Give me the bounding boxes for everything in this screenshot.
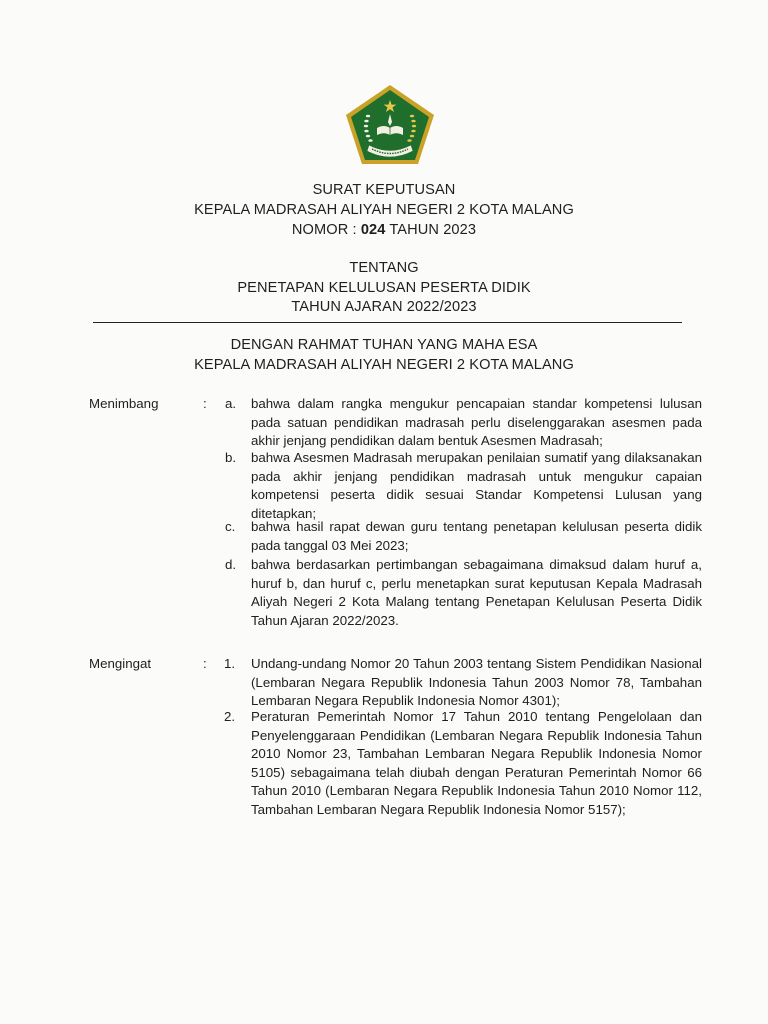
menimbang-item-marker: a. — [225, 396, 237, 411]
mengingat-colon: : — [203, 656, 207, 671]
preamble-line-1: DENGAN RAHMAT TUHAN YANG MAHA ESA — [230, 337, 538, 353]
mengingat-label: Mengingat — [89, 656, 152, 671]
menimbang-item-marker: c. — [225, 519, 236, 534]
menimbang-item-text: bahwa berdasarkan pertimbangan sebagaimana dimaksud dalam huruf a, huruf b, dan huruf c, perlu menetapkan surat keputusan Kepala Madrasah Aliyah Negeri 2 Kota Malang tentang Penetapan Kelulusan Peserta Didik Tahun Ajaran 2022/2023. — [251, 557, 702, 628]
subject-line-2: TAHUN AJARAN 2022/2023 — [291, 299, 477, 315]
decree-number: 024 — [360, 222, 386, 238]
menimbang-colon: : — [203, 396, 207, 411]
mengingat-item-text: Peraturan Pemerintah Nomor 17 Tahun 2010 tentang Pengelolaan dan Penyelenggaraan Pendidikan (Lembaran Negara Republik Indonesia Tahun 2010 Nomor 23, Tambahan Lembaran Negara Republik Indonesia Nomor 5105) sebagaimana telah diubah dengan Peraturan Pemerintah Nomor 66 Tahun 2010 (Lembaran Negara Republik Indonesia Tahun 2010 Nomor 112, Tambahan Lembaran Negara Republik Indonesia Nomor 5157); — [251, 709, 702, 817]
subject-label: TENTANG — [349, 260, 419, 276]
mengingat-item-marker: 2. — [224, 709, 236, 724]
subject-line-1: PENETAPAN KELULUSAN PESERTA DIDIK — [237, 280, 531, 296]
menimbang-item-marker: b. — [225, 450, 237, 465]
menimbang-item-text: bahwa hasil rapat dewan guru tentang penetapan kelulusan peserta didik pada tanggal 03 Mei 2023; — [251, 519, 702, 553]
mengingat-item-marker: 1. — [224, 656, 236, 671]
decree-number-prefix: NOMOR : — [291, 222, 361, 238]
preamble-line-2: KEPALA MADRASAH ALIYAH NEGERI 2 KOTA MALANG — [194, 357, 574, 373]
ministry-emblem-logo — [344, 84, 436, 166]
mengingat-item-text: Undang-undang Nomor 20 Tahun 2003 tentang Sistem Pendidikan Nasional (Lembaran Negara Republik Indonesia Tahun 2003 Nomor 78, Tambahan Lembaran Negara Republik Indonesia Nomor 4301); — [251, 656, 702, 709]
decree-number-line — [0, 220, 768, 240]
menimbang-item-text: bahwa dalam rangka mengukur pencapaian standar kompetensi lulusan pada satuan pendidikan madrasah perlu diselenggarakan asesmen pada akhir jenjang pendidikan dalam bentuk Asesmen Madrasah; — [251, 396, 702, 449]
issuer-line: KEPALA MADRASAH ALIYAH NEGERI 2 KOTA MALANG — [194, 202, 574, 218]
menimbang-item-text: bahwa Asesmen Madrasah merupakan penilaian sumatif yang dilaksanakan pada akhir jenjang pendidikan madrasah untuk mengukur capaian kompetensi peserta didik sesuai Standar Kompetensi Lulusan yang ditetapkan; — [251, 450, 702, 521]
decree-year: TAHUN 2023 — [385, 222, 477, 238]
menimbang-item-marker: d. — [225, 557, 237, 572]
menimbang-label: Menimbang — [89, 396, 159, 411]
separator-rule — [93, 322, 682, 323]
decree-title: SURAT KEPUTUSAN — [312, 182, 456, 198]
